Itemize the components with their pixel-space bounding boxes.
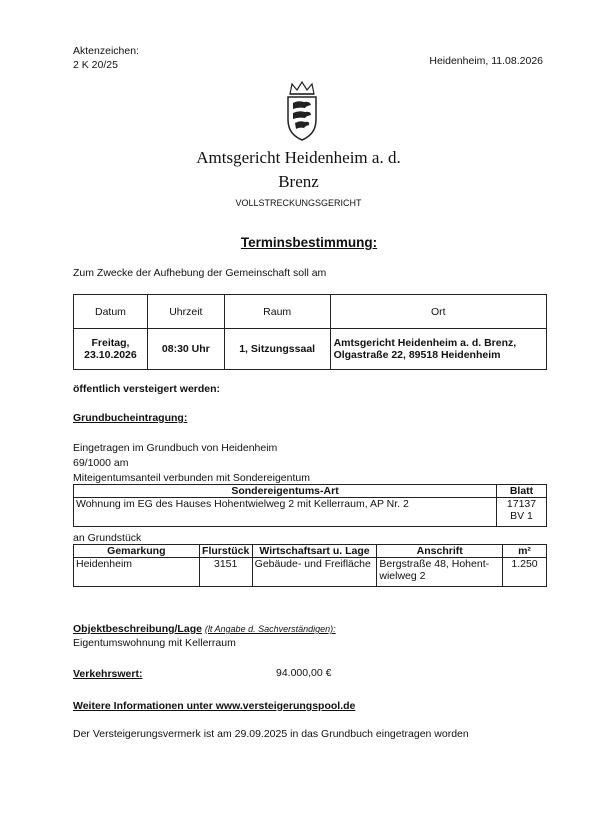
grundbuch-heading: Grundbucheintragung: bbox=[73, 412, 188, 424]
datum-day: Freitag, bbox=[91, 337, 130, 349]
anschrift-line1: Bergstraße 48, Hohent- bbox=[379, 558, 490, 570]
cell-datum bbox=[74, 329, 148, 370]
versteigerungsvermerk: Der Versteigerungsvermerk ist am 29.09.2025 in das Grundbuch eingetragen worden bbox=[73, 728, 469, 740]
weitere-informationen: Weitere Informationen unter www.versteigerungspool.de bbox=[73, 700, 356, 712]
cell-raum: 1, Sitzungssaal bbox=[224, 329, 330, 370]
cell-m2: 1.250 bbox=[503, 558, 547, 587]
header-datum: Datum bbox=[74, 295, 148, 329]
anschrift-line2: wielweg 2 bbox=[379, 570, 426, 582]
header-blatt: Blatt bbox=[497, 485, 547, 498]
header-anschrift: Anschrift bbox=[377, 545, 503, 558]
blatt-bv: BV 1 bbox=[510, 510, 533, 522]
header-flurstueck: Flurstück bbox=[199, 545, 252, 558]
court-seal bbox=[284, 80, 320, 142]
grundstueck-table bbox=[73, 544, 547, 587]
ort-line1: Amtsgericht Heidenheim a. d. Brenz, bbox=[333, 337, 517, 349]
court-name-line2: Brenz bbox=[278, 172, 319, 191]
cell-uhrzeit: 08:30 Uhr bbox=[147, 329, 224, 370]
cell-anschrift bbox=[377, 558, 503, 587]
case-number: 2 K 20/25 bbox=[73, 59, 118, 71]
grundbuch-line1: Eingetragen im Grundbuch von Heidenheim bbox=[73, 442, 278, 454]
versteigert-text: öffentlich versteigert werden: bbox=[73, 383, 221, 395]
blatt-number: 17137 bbox=[506, 498, 537, 510]
objekt-heading-line bbox=[73, 622, 336, 636]
cell-art: Wohnung im EG des Hauses Hohentwielweg 2 mit Kellerraum, AP Nr. 2 bbox=[74, 498, 497, 527]
objekt-heading: Objektbeschreibung/Lage bbox=[73, 623, 202, 635]
header-gemarkung: Gemarkung bbox=[74, 545, 200, 558]
page-title: Terminsbestimmung: bbox=[240, 235, 378, 250]
place-date: Heidenheim, 11.08.2026 bbox=[429, 55, 543, 67]
header-raum: Raum bbox=[224, 295, 330, 329]
cell-flurstueck: 3151 bbox=[199, 558, 252, 587]
header-ort: Ort bbox=[330, 295, 546, 329]
ort-line2: Olgastraße 22, 89518 Heidenheim bbox=[333, 349, 501, 361]
court-name-line1: Amtsgericht Heidenheim a. d. bbox=[196, 148, 401, 167]
header-sondereigentums-art: Sondereigentums-Art bbox=[74, 485, 497, 498]
header-m2: m² bbox=[503, 545, 547, 558]
cell-gemarkung: Heidenheim bbox=[74, 558, 200, 587]
termin-table bbox=[73, 294, 547, 370]
cell-blatt bbox=[497, 498, 547, 527]
header-uhrzeit: Uhrzeit bbox=[147, 295, 224, 329]
cell-ort bbox=[330, 329, 546, 370]
an-grundstueck: an Grundstück bbox=[73, 532, 142, 544]
verkehrswert-value: 94.000,00 € bbox=[276, 667, 332, 679]
case-number-label: Aktenzeichen: bbox=[73, 45, 139, 57]
objekt-text: Eigentumswohnung mit Kellerraum bbox=[73, 637, 236, 649]
datum-date: 23.10.2026 bbox=[84, 349, 137, 361]
intro-text: Zum Zwecke der Aufhebung der Gemeinschaft soll am bbox=[73, 267, 327, 279]
sondereigentum-table bbox=[73, 484, 547, 527]
verkehrswert-label: Verkehrswert: bbox=[73, 668, 143, 680]
cell-wirtschaftsart: Gebäude- und Freifläche bbox=[252, 558, 377, 587]
grundbuch-line3: Miteigentumsanteil verbunden mit Sondereigentum bbox=[73, 472, 310, 484]
objekt-note: (lt Angabe d. Sachverständigen): bbox=[204, 624, 336, 634]
court-department: VOLLSTRECKUNGSGERICHT bbox=[235, 198, 362, 208]
header-wirtschaftsart: Wirtschaftsart u. Lage bbox=[252, 545, 377, 558]
grundbuch-line2: 69/1000 am bbox=[73, 457, 129, 469]
